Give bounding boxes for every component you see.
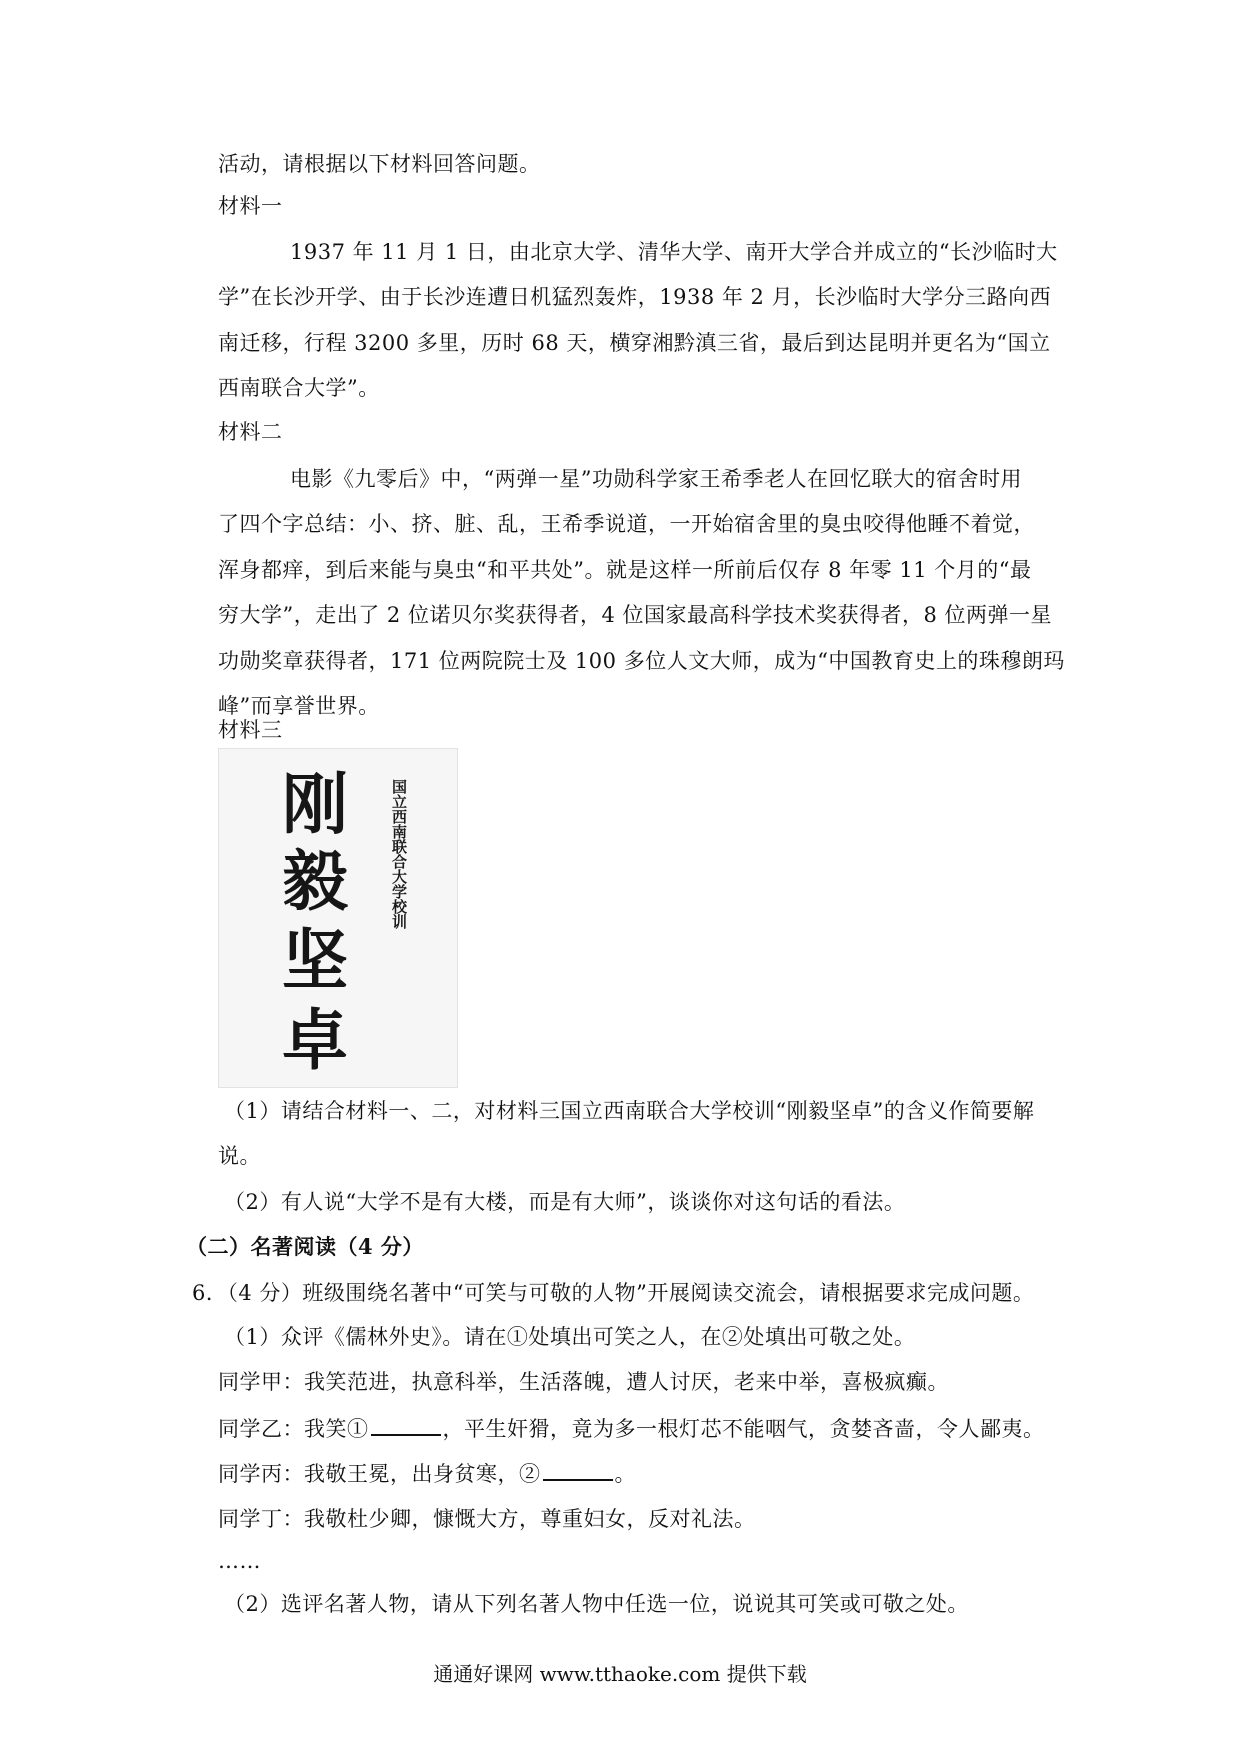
material-2-text: 峰”而享誉世界。: [218, 694, 380, 718]
material-1-text: 学”在长沙开学、由于长沙连遭日机猛烈轰炸，1938 年 2 月，长沙临时大学分三路向西: [218, 285, 1052, 309]
material-2-text: 浑身都痒，到后来能与臭虫“和平共处”。就是这样一所前后仅存 8 年零 11 个月的“最: [218, 558, 1032, 582]
material-3-label: 材料三: [218, 718, 283, 742]
student-ding-line: 同学丁：我敬杜少卿，慷慨大方，尊重妇女，反对礼法。: [218, 1507, 756, 1531]
intro-line: 活动，请根据以下材料回答问题。: [218, 152, 541, 176]
calligraphy-image: [218, 748, 458, 1088]
motto-char-1: 刚: [282, 765, 348, 843]
ellipsis-line: ……: [218, 1549, 261, 1573]
student-jia-line: 同学甲：我笑范进，执意科举，生活落魄，遭人讨厌，老来中举，喜极疯癫。: [218, 1370, 949, 1394]
motto-char-4: 卓: [282, 1001, 348, 1079]
question-1-line: 说。: [218, 1144, 261, 1168]
material-1-text: 西南联合大学”。: [218, 376, 380, 400]
section-2-title: （二）名著阅读（4 分）: [186, 1234, 424, 1259]
motto-side-caption: 国立西南联合大学校训: [390, 779, 408, 929]
material-1-text: 南迁移，行程 3200 多里，历时 68 天，横穿湘黔滇三省，最后到达昆明并更名为“国立: [218, 331, 1051, 355]
question-6-sub-2: （2）选评名著人物，请从下列名著人物中任选一位，说说其可笑或可敬之处。: [224, 1592, 969, 1616]
student-yi-text-end: ，平生奸猾，竟为多一根灯芯不能咽气，贪婪吝啬，令人鄙夷。: [442, 1417, 1045, 1441]
question-1-line: （1）请结合材料一、二，对材料三国立西南联合大学校训“刚毅坚卓”的含义作简要解: [224, 1099, 1035, 1123]
motto-char-2: 毅: [282, 842, 348, 920]
motto-char-3: 坚: [282, 921, 348, 999]
calligraphy-motto-svg: [219, 749, 457, 1087]
material-2-text: 了四个字总结：小、挤、脏、乱，王希季说道，一开始宿舍里的臭虫咬得他睡不着觉，: [218, 512, 1035, 536]
student-bing-text-end: 。: [614, 1462, 636, 1486]
material-2-text: 功勋奖章获得者，171 位两院院士及 100 多位人文大师，成为“中国教育史上的珠穆朗玛: [218, 649, 1065, 673]
question-6-stem: 6．（4 分）班级围绕名著中“可笑与可敬的人物”开展阅读交流会，请根据要求完成问题。: [192, 1281, 1035, 1305]
answer-blank-1[interactable]: [371, 1414, 441, 1436]
student-yi-text-start: 同学乙：我笑①: [218, 1417, 369, 1441]
student-bing-line: [218, 1459, 636, 1488]
question-2-line: （2）有人说“大学不是有大楼，而是有大师”，谈谈你对这句话的看法。: [224, 1190, 906, 1214]
material-2-text: 穷大学”，走出了 2 位诺贝尔奖获得者，4 位国家最高科学技术奖获得者，8 位两弹一星: [218, 603, 1053, 627]
student-bing-text-start: 同学丙：我敬王冕，出身贫寒，②: [218, 1462, 541, 1486]
question-6-sub-1: （1）众评《儒林外史》。请在①处填出可笑之人，在②处填出可敬之处。: [224, 1325, 916, 1349]
material-1-label: 材料一: [218, 194, 283, 218]
answer-blank-2[interactable]: [543, 1459, 613, 1481]
material-2-label: 材料二: [218, 420, 283, 444]
student-yi-line: [218, 1414, 1045, 1443]
material-2-text: 电影《九零后》中，“两弹一星”功勋科学家王希季老人在回忆联大的宿舍时用: [290, 467, 1022, 491]
footer-source: 通通好课网 www.tthaoke.com 提供下载: [433, 1662, 807, 1686]
material-1-text: 1937 年 11 月 1 日，由北京大学、清华大学、南开大学合并成立的“长沙临时大: [290, 240, 1058, 264]
